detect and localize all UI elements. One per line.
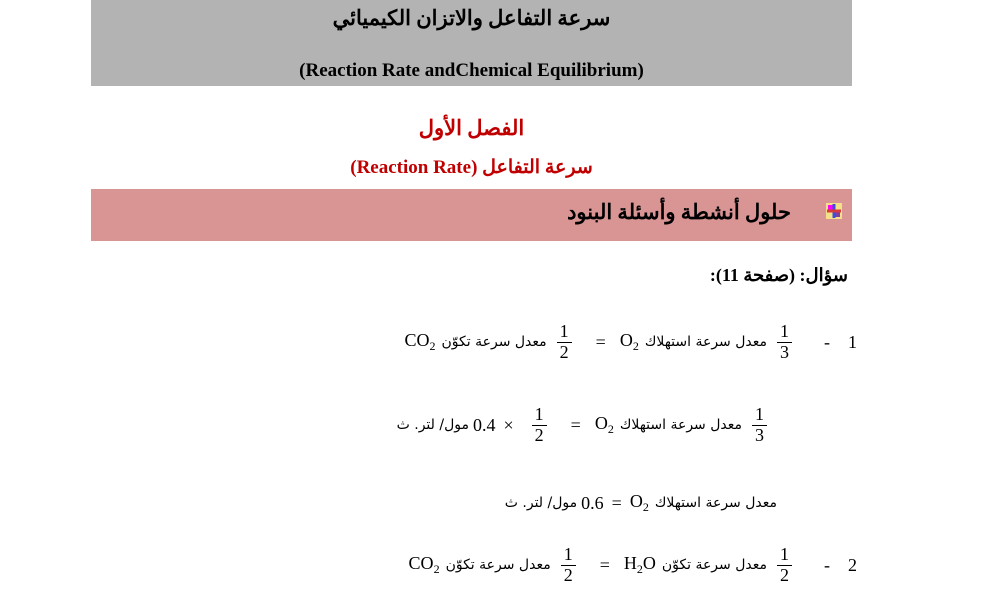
item-number: 1 bbox=[848, 331, 857, 352]
rate-value: 0.4 bbox=[473, 414, 496, 435]
bullet-plus-icon bbox=[826, 203, 842, 219]
document-title-arabic: سرعة التفاعل والاتزان الكيميائي bbox=[332, 6, 611, 30]
o2-formula: $O_2$ bbox=[629, 491, 649, 514]
fraction-denominator: 3 bbox=[777, 342, 792, 363]
rate-consumption-text: معدل سرعة استهلاك bbox=[644, 334, 767, 351]
chapter-subtitle-arabic: سرعة التفاعل bbox=[482, 157, 593, 178]
fraction-numerator: 1 bbox=[755, 404, 764, 424]
rate-formation-h2o-text: معدل سرعة تكوّن bbox=[661, 557, 767, 574]
equals-sign: = bbox=[599, 554, 610, 575]
item-number: 2 bbox=[848, 554, 857, 575]
chapter-subtitle-english: (Reaction Rate) bbox=[350, 157, 478, 178]
rate-formation-text: معدل سرعة تكوّن bbox=[445, 557, 551, 574]
equals-sign: = bbox=[611, 492, 622, 513]
equation-2 bbox=[397, 405, 777, 446]
fraction bbox=[777, 322, 792, 363]
fraction-numerator: 1 bbox=[563, 544, 573, 564]
chapter-subtitle bbox=[91, 156, 852, 179]
item-dash: - bbox=[824, 331, 830, 352]
equals-sign: = bbox=[595, 331, 606, 352]
h2o-formula: $H_2O$ bbox=[623, 553, 656, 577]
fraction bbox=[557, 322, 572, 363]
fraction-denominator: 2 bbox=[532, 425, 547, 446]
section-label: حلول أنشطة وأسئلة البنود bbox=[567, 200, 791, 224]
co2-formula: $CO_2$ bbox=[404, 330, 436, 354]
co2-formula: $CO_2$ bbox=[408, 553, 440, 577]
item-dash: - bbox=[824, 554, 830, 575]
fraction bbox=[752, 405, 767, 446]
rate-formation-text: معدل سرعة تكوّن bbox=[441, 334, 547, 351]
document-title-english: (Reaction Rate andChemical Equilibrium) bbox=[299, 60, 644, 81]
fraction-denominator: 2 bbox=[561, 565, 576, 586]
fraction bbox=[532, 405, 547, 446]
rate-unit: مول/ لتر. ث bbox=[396, 417, 469, 434]
rate-unit: مول/ لتر. ث bbox=[504, 495, 578, 511]
rate-value: 0.6 bbox=[581, 492, 604, 513]
fraction-denominator: 2 bbox=[557, 342, 572, 363]
rate-consumption-text: معدل سرعة استهلاك bbox=[654, 495, 777, 511]
o2-formula: $O_2$ bbox=[594, 413, 614, 437]
fraction-numerator: 1 bbox=[780, 321, 789, 341]
equation-1 bbox=[405, 322, 858, 363]
fraction-numerator: 1 bbox=[534, 404, 544, 424]
fraction-numerator: 1 bbox=[780, 544, 789, 564]
question-label: سؤال: (صفحة 11): bbox=[709, 265, 848, 285]
equals-sign: = bbox=[570, 414, 581, 435]
fraction bbox=[777, 545, 792, 586]
times-sign: × bbox=[503, 414, 514, 435]
rate-consumption-text: معدل سرعة استهلاك bbox=[619, 417, 742, 434]
fraction-denominator: 2 bbox=[777, 565, 792, 586]
equation-3 bbox=[505, 491, 777, 515]
fraction-numerator: 1 bbox=[559, 321, 569, 341]
o2-formula: $O_2$ bbox=[619, 330, 639, 354]
fraction-denominator: 3 bbox=[752, 425, 767, 446]
equation-4 bbox=[409, 545, 857, 586]
chapter-title: الفصل الأول bbox=[418, 116, 525, 140]
fraction bbox=[561, 545, 576, 586]
